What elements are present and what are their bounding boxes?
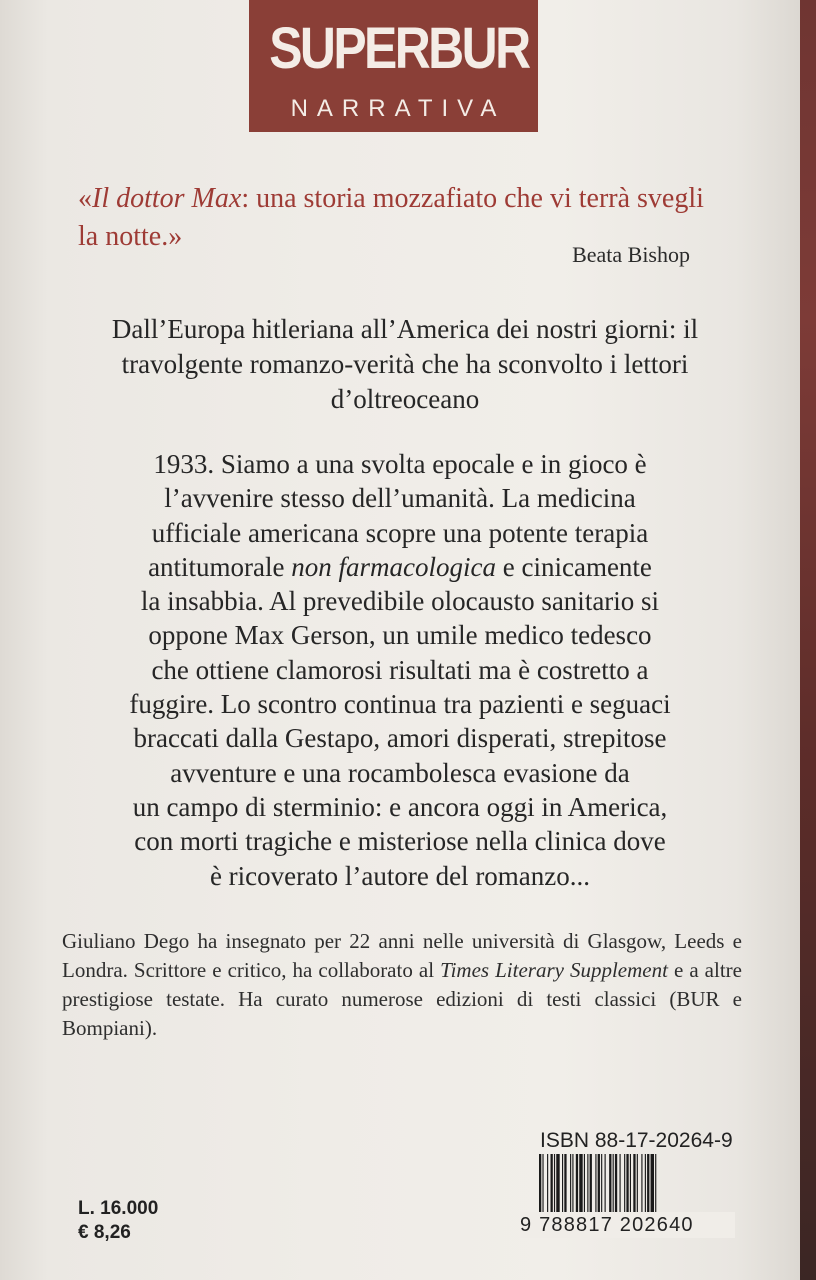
synopsis-line: un campo di sterminio: e ancora oggi in America, — [132, 791, 668, 822]
synopsis-line: che ottiene clamorosi risultati ma è costretto a — [151, 654, 649, 685]
quote-open: « — [78, 183, 92, 214]
quote-text: : una storia mozzafiato che vi terrà svegli la notte.» — [78, 183, 704, 252]
synopsis-line: con morti tragiche e misteriose nella clinica dove — [134, 826, 666, 857]
logo-title: SUPERBUR — [269, 16, 529, 81]
synopsis-line: 1933. Siamo a una svolta epocale e in gioco è — [153, 449, 647, 479]
bio-italic: Times Literary Supplement — [440, 958, 668, 982]
synopsis-line: è ricoverato l’autore del romanzo... — [209, 860, 591, 891]
synopsis-line — [50, 550, 750, 584]
isbn-label: ISBN 88-17-20264-9 — [540, 1129, 733, 1152]
synopsis — [50, 447, 750, 893]
synopsis-line: oppone Max Gerson, un umile medico tedesco — [148, 620, 652, 651]
logo-subtitle: NARRATIVA — [290, 95, 506, 122]
synopsis-line: fuggire. Lo scontro continua tra pazienti e seguaci — [129, 689, 671, 720]
price-lire: L. 16.000 — [78, 1198, 159, 1219]
synopsis-text: e cinicamente — [496, 551, 652, 582]
price-block — [78, 1197, 158, 1245]
synopsis-line: la insabbia. Al prevedibile olocausto sanitario si — [140, 586, 660, 617]
bio-text: e a altre prestigiose testate. Ha curato numerose edizioni di testi classici (BUR e Bompiani). — [62, 958, 742, 1040]
quote-book-title: Il dottor Max — [92, 183, 242, 214]
price-euro: € 8,26 — [78, 1222, 131, 1243]
barcode-number: 9 788817 202640 — [520, 1212, 735, 1238]
publisher-logo — [249, 0, 538, 132]
synopsis-line: ufficiale americana scopre una potente terapia — [151, 517, 649, 548]
spine-edge — [800, 0, 816, 1280]
quote-author: Beata Bishop — [572, 242, 690, 267]
synopsis-text: antitumorale — [148, 551, 292, 582]
synopsis-line: l’avvenire stesso dell’umanità. La medicina — [164, 483, 636, 514]
synopsis-line: avventure e una rocambolesca evasione da — [170, 757, 630, 788]
synopsis-italic: non farmacologica — [291, 551, 496, 582]
author-bio — [62, 927, 742, 1043]
bio-text: Giuliano Dego ha insegnato per 22 anni nelle università di Glasgow, Leeds e Londra. Scrittore e critico, ha collaborato al — [62, 929, 742, 982]
tagline: Dall’Europa hitleriana all’America dei nostri giorni: il travolgente romanzo-verità che ha sconvolto i lettori d’oltreoceano — [111, 314, 699, 414]
synopsis-line: braccati dalla Gestapo, amori disperati, strepitose — [133, 723, 667, 754]
